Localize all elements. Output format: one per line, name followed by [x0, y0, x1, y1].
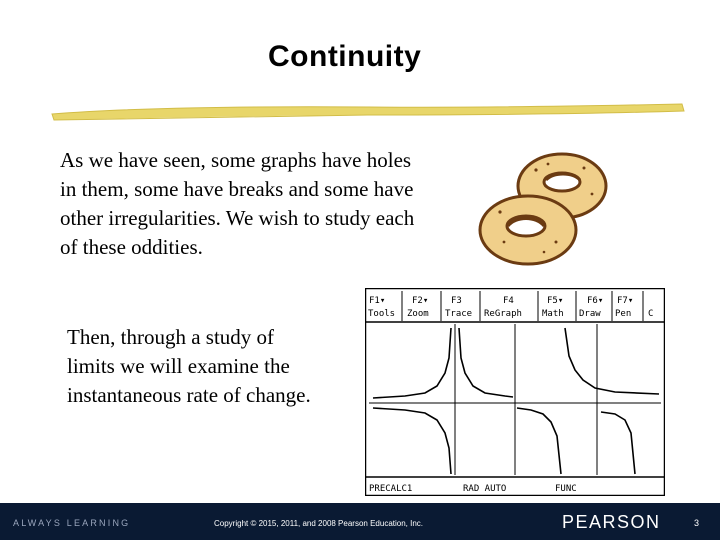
menu-c: C: [648, 309, 654, 319]
svg-text:Tools: Tools: [368, 309, 396, 319]
svg-text:Math: Math: [542, 309, 564, 319]
svg-text:F6▾: F6▾: [587, 296, 604, 306]
title-underline: [48, 98, 686, 124]
paragraph-limits: Then, through a study of limits we will examine the instantaneous rate of change.: [67, 325, 311, 407]
svg-text:ReGraph: ReGraph: [484, 309, 522, 319]
status-angle: RAD AUTO: [463, 484, 507, 494]
footer-bar: [0, 503, 720, 540]
slide-title: Continuity: [268, 40, 422, 73]
svg-text:Pen: Pen: [615, 309, 632, 319]
status-func: FUNC: [555, 484, 577, 494]
svg-text:Trace: Trace: [445, 309, 473, 319]
svg-text:F1▾: F1▾: [369, 296, 386, 306]
calculator-graph-screen: [365, 288, 665, 496]
page-number: 3: [694, 518, 700, 528]
footer-brand-logo: PEARSON: [562, 512, 661, 532]
status-mode: PRECALC1: [369, 484, 413, 494]
footer-tagline: ALWAYS LEARNING: [13, 518, 131, 528]
paragraph-intro: As we have seen, some graphs have holes in them, some have breaks and some have other irregularities. We wish to study each of these oddities.: [60, 148, 415, 259]
bagels-icon: [474, 142, 610, 268]
svg-text:F5▾: F5▾: [547, 296, 564, 306]
svg-text:Zoom: Zoom: [407, 309, 429, 319]
svg-text:Draw: Draw: [579, 309, 601, 319]
svg-text:F7▾: F7▾: [617, 296, 634, 306]
svg-text:F3: F3: [451, 296, 462, 306]
svg-text:F4: F4: [503, 296, 514, 306]
svg-text:F2▾: F2▾: [412, 296, 429, 306]
footer-copyright: Copyright © 2015, 2011, and 2008 Pearson Education, Inc.: [214, 519, 423, 528]
